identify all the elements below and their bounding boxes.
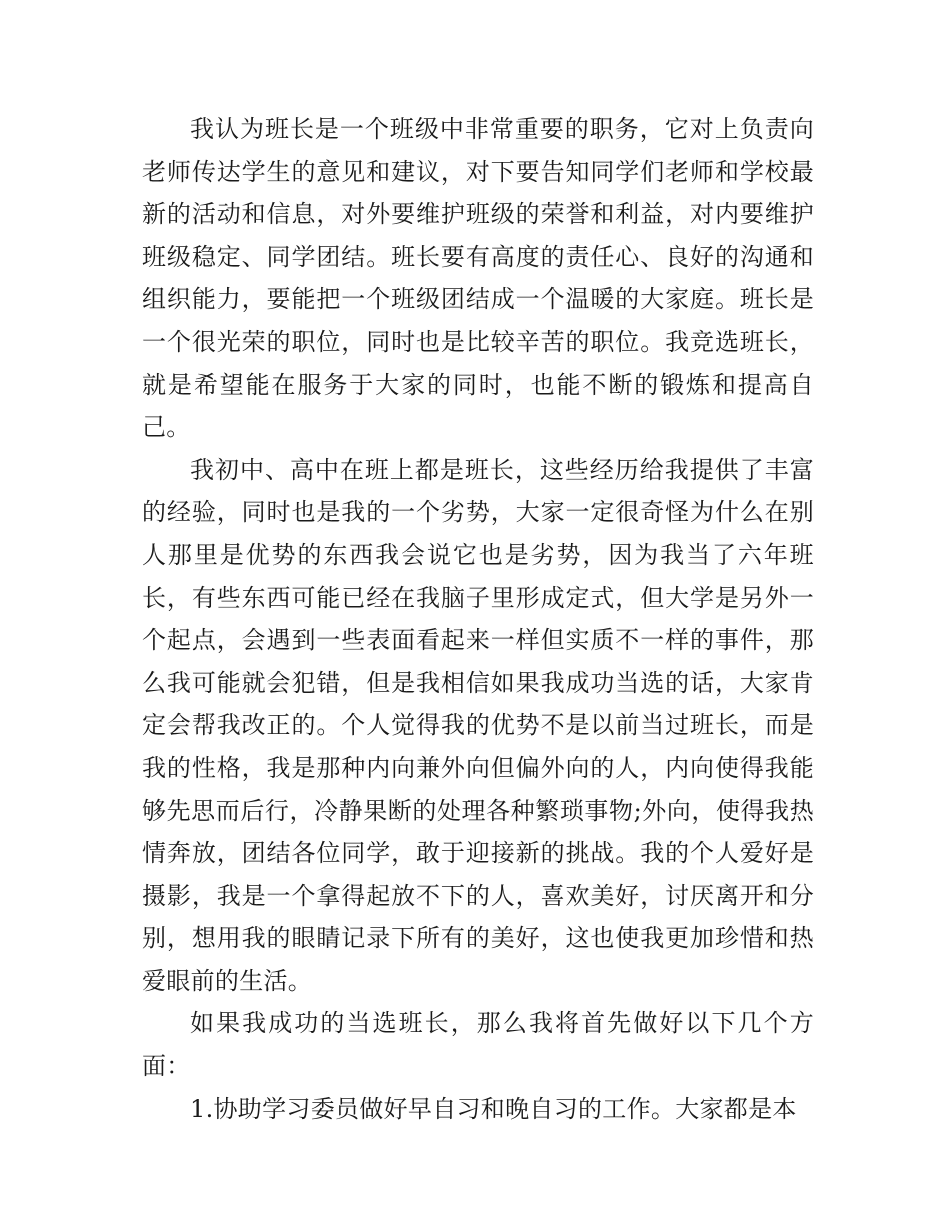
document-body — [142, 108, 814, 1130]
paragraph-2: 我初中、高中在班上都是班长，这些经历给我提供了丰富的经验，同时也是我的一个劣势，大家一定很奇怪为什么在别人那里是优势的东西我会说它也是劣势，因为我当了六年班长，有些东西可能已经在我脑子里形成定式，但大学是另外一个起点，会遇到一些表面看起来一样但实质不一样的事件，那么我可能就会犯错，但是我相信如果我成功当选的话，大家肯定会帮我改正的。个人觉得我的优势不是以前当过班长，而是我的性格，我是那种内向兼外向但偏外向的人，内向使得我能够先思而后行，冷静果断的处理各种繁琐事物;外向，使得我热情奔放，团结各位同学，敢于迎接新的挑战。我的个人爱好是摄影，我是一个拿得起放不下的人，喜欢美好，讨厌离开和分别，想用我的眼睛记录下所有的美好，这也使我更加珍惜和热爱眼前的生活。 — [142, 455, 814, 995]
paragraph-1: 我认为班长是一个班级中非常重要的职务，它对上负责向老师传达学生的意见和建议，对下要告知同学们老师和学校最新的活动和信息，对外要维护班级的荣誉和利益，对内要维护班级稳定、同学团结。班长要有高度的责任心、良好的沟通和组织能力，要能把一个班级团结成一个温暖的大家庭。班长是一个很光荣的职位，同时也是比较辛苦的职位。我竞选班长，就是希望能在服务于大家的同时，也能不断的锻炼和提高自己。 — [142, 115, 814, 442]
paragraph-3: 如果我成功的当选班长，那么我将首先做好以下几个方面： — [142, 1009, 814, 1081]
paragraph-4: 1.协助学习委员做好早自习和晚自习的工作。大家都是本 — [190, 1094, 797, 1123]
